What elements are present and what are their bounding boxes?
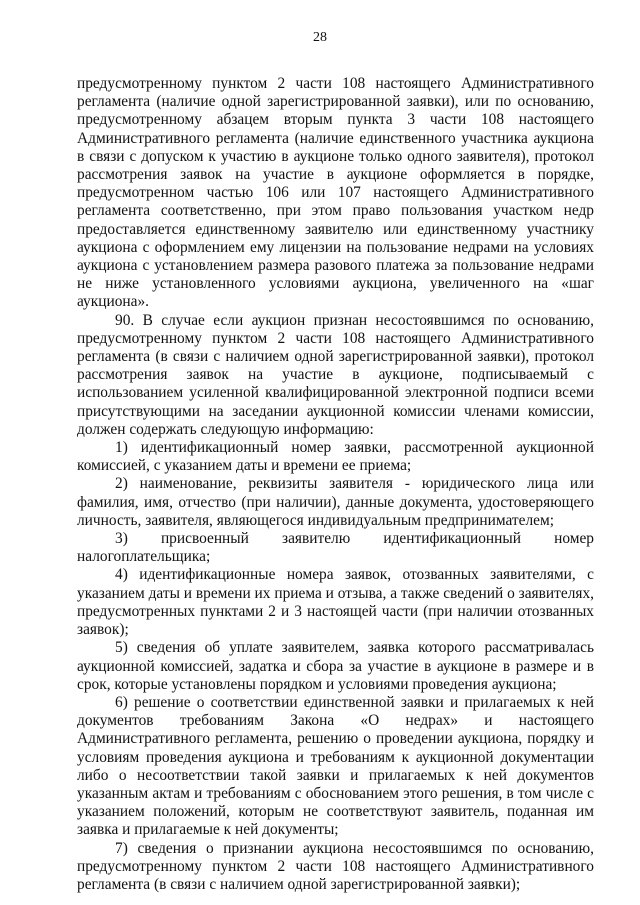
list-item-6: 6) решение о соответствии единственной заявки и прилагаемых к ней документов требованиям Закона «О недрах» и настоящего Административного регламента, решению о проведении аукциона, порядку и условиям проведения аукциона и требованиям к аукционной документации либо о несоответствии такой заявки и прилагаемых к ней документов указанным актам и требованиям с обоснованием этого решения, в том числе с указанием положений, которым не соответствуют заявитель, поданная им заявка и прилагаемые к ней документы; — [77, 693, 594, 839]
list-item-3: 3) присвоенный заявителю идентификационный номер — [115, 530, 594, 548]
list-item-3-continuation: налогоплательщика; — [77, 548, 211, 566]
list-item-5: 5) сведения об уплате заявителем, заявка которого рассматривалась аукционной комиссией, задатка и сбора за участие в аукционе в размере и в срок, которые установлены порядком и условиями проведения аукциона; — [77, 639, 594, 693]
paragraph-continuation: предусмотренному пунктом 2 части 108 настоящего Административного регламента (наличие одной зарегистрированной заявки), или по основанию, предусмотренному абзацем вторым пункта 3 части 108 настоящего Административного регламента (наличие единственного участника аукциона в связи с допуском к участию в аукционе только одного заявителя), протокол рассмотрения заявок на участие в аукционе оформляется в порядке, предусмотренном частью 106 или 107 настоящего Административного регламента соответственно, при этом право пользования участком недр предоставляется единственному заявителю или единственному участнику аукциона с оформлением ему лицензии на пользование недрами на условиях аукциона с установлением размера разового платежа за пользование недрами не ниже установленного условиями аукциона, увеличенного на «шаг аукциона». — [77, 75, 594, 311]
list-item-2: 2) наименование, реквизиты заявителя - юридического лица или фамилия, имя, отчество (при наличии), данные документа, удостоверяющего личность, заявителя, являющегося индивидуальным предпринимателем; — [77, 475, 594, 529]
list-item-1: 1) идентификационный номер заявки, рассмотренной аукционной комиссией, с указанием даты и времени ее приема; — [77, 439, 594, 475]
document-body — [77, 75, 594, 894]
paragraph-90: 90. В случае если аукцион признан несостоявшимся по основанию, предусмотренному пунктом 2 части 108 настоящего Административного регламента (в связи с наличием одной зарегистрированной заявки), протокол рассмотрения заявок на участие в аукционе, подписываемый с использованием усиленной квалифицированной электронной подписи всеми присутствующими на заседании аукционной комиссии членами комиссии, должен содержать следующую информацию: — [77, 311, 594, 438]
list-item-4: 4) идентификационные номера заявок, отозванных заявителями, с указанием даты и времени их приема и отзыва, а также сведений о заявителях, предусмотренных пунктами 2 и 3 настоящей части (при наличии отозванных заявок); — [77, 566, 594, 639]
page-number: 28 — [313, 30, 327, 45]
list-item-7: 7) сведения о признании аукциона несостоявшимся по основанию, предусмотренному пунктом 2 части 108 настоящего Административного регламента (в связи с наличием одной зарегистрированной заявки); — [77, 839, 594, 893]
